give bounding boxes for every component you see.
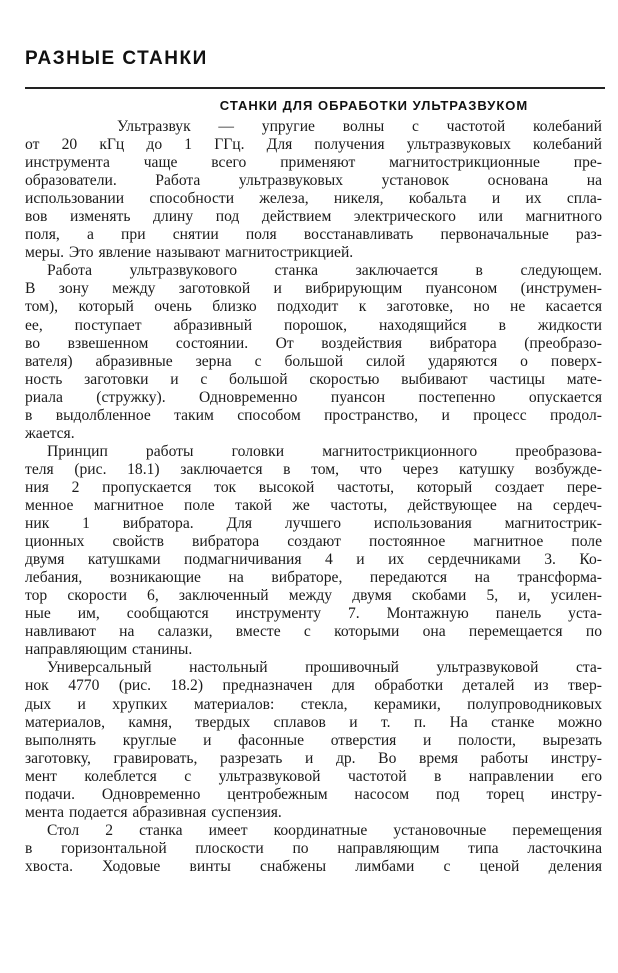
- text-line: ционных свойств вибратора создают постоянное магнитное поле: [25, 533, 602, 551]
- text-line: меры. Это явление называют магнитострикцией.: [25, 244, 354, 262]
- text-line: подачи. Одновременно центробежным насосом под торец инстру-: [25, 785, 602, 803]
- text-line: направляющим станины.: [25, 641, 193, 659]
- text-line: вов изменять длину под действием электрического или магнитного: [25, 208, 602, 226]
- paragraph: [25, 262, 602, 442]
- text-line: ные им, сообщаются инструменту 7. Монтажную панель уста-: [25, 605, 602, 623]
- text-line: Универсальный настольный прошивочный ультразвуковой ста-: [47, 659, 602, 677]
- text-line: ность заготовки и с большой скоростью выбивают частицы мате-: [25, 370, 602, 388]
- text-line: нок 4770 (рис. 18.2) предназначен для обработки деталей из твер-: [25, 677, 602, 695]
- paragraph: [25, 443, 602, 660]
- text-line: хвоста. Ходовые винты снабжены лимбами с ценой деления: [25, 857, 602, 875]
- text-line: выполнять круглые и фасонные отверстия и полости, вырезать: [25, 731, 602, 749]
- text-line: том), который очень близко подходит к заготовке, но не касается: [25, 298, 602, 316]
- text-line: от 20 кГц до 1 ГГц. Для получения ультразвуковых колебаний: [25, 136, 602, 154]
- paragraph: [25, 118, 602, 262]
- body-text: [25, 118, 602, 876]
- text-line: в выдолбленное таким способом пространство, и процесс продол-: [25, 406, 602, 424]
- text-line: заготовку, гравировать, разрезать и др. Во время работы инстру-: [25, 749, 602, 767]
- paragraph: [25, 659, 602, 821]
- text-line: вателя) абразивные зерна с большой силой ударяются о поверх-: [25, 352, 602, 370]
- running-head: РАЗНЫЕ СТАНКИ: [25, 48, 208, 69]
- text-line: двумя катушками подмагничивания 4 и их сердечниками 3. Ко-: [25, 551, 602, 569]
- text-line: мента подается абразивная суспензия.: [25, 803, 282, 821]
- text-line: навливают на салазки, вместе с которыми она перемещается по: [25, 623, 602, 641]
- text-line: менное магнитное поле такой же частоты, действующее на сердеч-: [25, 496, 602, 514]
- text-line: поля, а при снятии поля восстанавливать первоначальные раз-: [25, 226, 602, 244]
- text-line: тор скорости 6, заключенный между двумя скобами 5, и, усилен-: [25, 587, 602, 605]
- text-line: теля (рис. 18.1) заключается в том, что через катушку возбужде-: [25, 460, 602, 478]
- text-line: инструмента чаще всего применяют магнитострикционные пре-: [25, 154, 602, 172]
- text-line: Стол 2 станка имеет координатные установочные перемещения: [47, 821, 602, 839]
- text-line: мент колеблется с ультразвуковой частотой в направлении его: [25, 767, 602, 785]
- text-line: жается.: [25, 424, 75, 442]
- text-line: материалов, камня, твердых сплавов и т. п. На станке можно: [25, 713, 602, 731]
- section-title: СТАНКИ ДЛЯ ОБРАБОТКИ УЛЬТРАЗВУКОМ: [219, 98, 529, 113]
- text-line: Принцип работы головки магнитострикционного преобразова-: [47, 442, 602, 460]
- text-line: ее, поступает абразивный порошок, находящийся в жидкости: [25, 316, 602, 334]
- text-line: лебания, возникающие на вибраторе, передаются на трансформа-: [25, 569, 602, 587]
- paragraph: [25, 822, 602, 876]
- text-line: дых и хрупких материалов: стекла, керамики, полупроводниковых: [25, 695, 602, 713]
- text-line: во взвешенном состоянии. От воздействия вибратора (преобразо-: [25, 334, 602, 352]
- text-line: образователи. Работа ультразвуковых установок основана на: [25, 172, 602, 190]
- text-line: В зону между заготовкой и вибрирующим пуансоном (инструмен-: [25, 280, 602, 298]
- text-line: в горизонтальной плоскости по направляющим типа ласточкина: [25, 839, 602, 857]
- header-rule: [25, 87, 605, 89]
- text-line: риала (стружку). Одновременно пуансон постепенно опускается: [25, 388, 602, 406]
- text-line: Ультразвук — упругие волны с частотой колебаний: [117, 118, 602, 135]
- text-line: Работа ультразвукового станка заключается в следующем.: [47, 262, 602, 280]
- text-line: ник 1 вибратора. Для лучшего использования магнитострик-: [25, 515, 602, 533]
- text-line: использовании способности железа, никеля, кобальта и их спла-: [25, 190, 602, 208]
- text-line: ния 2 пропускается ток высокой частоты, который создает пере-: [25, 478, 602, 496]
